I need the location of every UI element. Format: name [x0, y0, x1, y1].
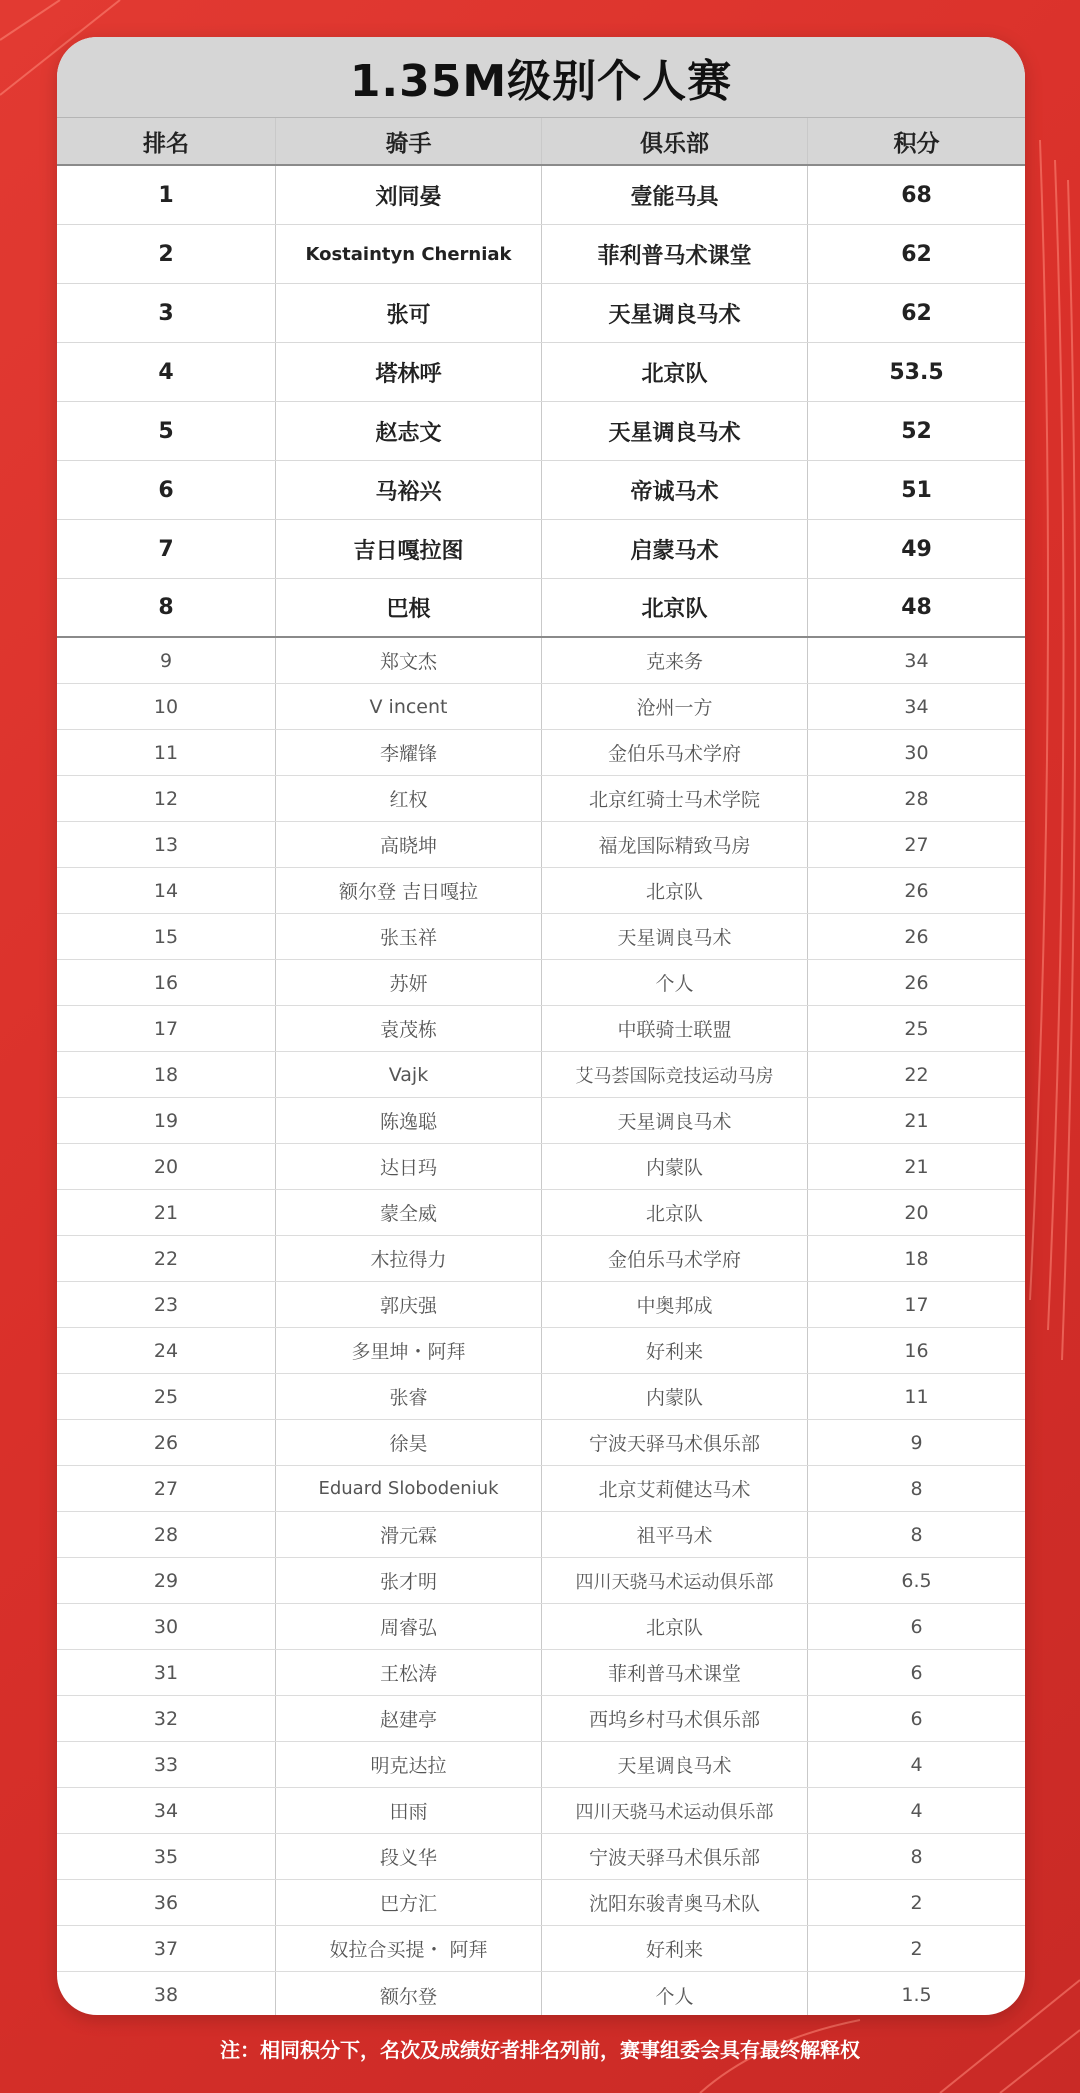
title-bar [57, 37, 1025, 117]
club-cell: 西坞乡村马术俱乐部 [542, 1696, 808, 1741]
rider-cell: 苏妍 [276, 960, 542, 1005]
rider-cell: 张可 [276, 284, 542, 342]
club-cell: 个人 [542, 960, 808, 1005]
rider-cell: 达日玛 [276, 1144, 542, 1189]
table-row [57, 1788, 1025, 1834]
rider-cell: 高晓坤 [276, 822, 542, 867]
table-row [57, 638, 1025, 684]
table-row [57, 579, 1025, 638]
table-row [57, 343, 1025, 402]
rider-cell: 多里坤・阿拜 [276, 1328, 542, 1373]
rider-cell: 额尔登 [276, 1972, 542, 2015]
table-row [57, 914, 1025, 960]
table-row [57, 730, 1025, 776]
rank-cell: 24 [57, 1328, 276, 1373]
table-row [57, 1374, 1025, 1420]
club-cell: 菲利普马术课堂 [542, 1650, 808, 1695]
rank-cell: 16 [57, 960, 276, 1005]
rank-cell: 23 [57, 1282, 276, 1327]
table-row [57, 1190, 1025, 1236]
table-row [57, 822, 1025, 868]
rider-cell: 蒙全威 [276, 1190, 542, 1235]
rider-cell: Vajk [276, 1052, 542, 1097]
points-cell: 8 [910, 1845, 923, 1868]
rank-cell: 4 [57, 343, 276, 401]
points-cell: 2 [910, 1891, 923, 1914]
points-cell: 8 [910, 1477, 923, 1500]
rider-cell: 刘同晏 [276, 166, 542, 224]
rank-cell: 9 [57, 638, 276, 683]
rank-cell: 37 [57, 1926, 276, 1971]
rank-cell: 17 [57, 1006, 276, 1051]
club-cell: 中奥邦成 [542, 1282, 808, 1327]
rank-cell: 13 [57, 822, 276, 867]
rank-cell: 28 [57, 1512, 276, 1557]
rank-cell: 29 [57, 1558, 276, 1603]
club-cell: 好利来 [542, 1926, 808, 1971]
table-row [57, 1328, 1025, 1374]
table-row [57, 1144, 1025, 1190]
table-row [57, 1052, 1025, 1098]
header-club: 俱乐部 [542, 118, 808, 164]
points-cell: 8 [910, 1523, 923, 1546]
points-cell: 18 [904, 1247, 929, 1270]
club-cell: 四川天骁马术运动俱乐部 [542, 1558, 808, 1603]
club-cell: 天星调良马术 [542, 402, 808, 460]
rider-cell: V incent [276, 684, 542, 729]
club-cell: 天星调良马术 [542, 914, 808, 959]
points-cell: 34 [904, 649, 929, 672]
points-cell: 26 [904, 925, 929, 948]
points-cell: 1.5 [901, 1984, 932, 2006]
rank-cell: 35 [57, 1834, 276, 1879]
rank-cell: 14 [57, 868, 276, 913]
club-cell: 祖平马术 [542, 1512, 808, 1557]
rank-cell: 2 [57, 225, 276, 283]
table-row [57, 1972, 1025, 2015]
points-cell: 4 [910, 1753, 923, 1776]
rank-cell: 36 [57, 1880, 276, 1925]
rank-cell: 6 [57, 461, 276, 519]
points-cell: 6 [910, 1615, 923, 1638]
points-cell: 6 [910, 1707, 923, 1730]
points-cell: 22 [904, 1063, 929, 1086]
table-row [57, 284, 1025, 343]
rider-cell: 滑元霖 [276, 1512, 542, 1557]
points-cell: 48 [901, 595, 932, 620]
table-row [57, 1512, 1025, 1558]
rank-cell: 34 [57, 1788, 276, 1833]
rank-cell: 18 [57, 1052, 276, 1097]
club-cell: 北京队 [542, 579, 808, 636]
points-cell: 17 [904, 1293, 929, 1316]
rider-cell: 马裕兴 [276, 461, 542, 519]
club-cell: 帝诚马术 [542, 461, 808, 519]
rank-cell: 8 [57, 579, 276, 636]
club-cell: 中联骑士联盟 [542, 1006, 808, 1051]
club-cell: 北京艾莉健达马术 [542, 1466, 808, 1511]
club-cell: 宁波天驿马术俱乐部 [542, 1420, 808, 1465]
club-cell: 北京队 [542, 1190, 808, 1235]
rider-cell: 王松涛 [276, 1650, 542, 1695]
rank-cell: 20 [57, 1144, 276, 1189]
points-cell: 27 [904, 833, 929, 856]
rank-cell: 10 [57, 684, 276, 729]
rider-cell: 段义华 [276, 1834, 542, 1879]
points-cell: 62 [901, 241, 932, 267]
rank-cell: 38 [57, 1972, 276, 2015]
points-cell: 11 [904, 1385, 929, 1408]
rider-cell: Kostaintyn Cherniak [276, 225, 542, 283]
ranking-card [57, 37, 1025, 2015]
club-cell: 北京队 [542, 868, 808, 913]
table-row [57, 166, 1025, 225]
rider-cell: 巴方汇 [276, 1880, 542, 1925]
rider-cell: 郑文杰 [276, 638, 542, 683]
points-cell: 68 [901, 182, 932, 208]
rider-cell: 徐昊 [276, 1420, 542, 1465]
table-row [57, 1604, 1025, 1650]
points-cell: 4 [910, 1799, 923, 1822]
rank-cell: 27 [57, 1466, 276, 1511]
points-cell: 53.5 [889, 359, 944, 385]
club-cell: 天星调良马术 [542, 284, 808, 342]
rank-cell: 12 [57, 776, 276, 821]
rank-cell: 26 [57, 1420, 276, 1465]
rider-cell: 袁茂栋 [276, 1006, 542, 1051]
table-row [57, 684, 1025, 730]
rider-cell: 张才明 [276, 1558, 542, 1603]
points-cell: 20 [904, 1201, 929, 1224]
top-eight-body [57, 166, 1025, 638]
club-cell: 北京队 [542, 343, 808, 401]
table-row [57, 225, 1025, 284]
points-cell: 30 [904, 741, 929, 764]
club-cell: 艾马荟国际竞技运动马房 [542, 1052, 808, 1097]
points-cell: 49 [901, 536, 932, 562]
rider-cell: 张玉祥 [276, 914, 542, 959]
club-cell: 福龙国际精致马房 [542, 822, 808, 867]
table-row [57, 776, 1025, 822]
rank-cell: 5 [57, 402, 276, 460]
table-row [57, 402, 1025, 461]
footnote: 注：相同积分下，名次及成绩好者排名列前，赛事组委会具有最终解释权 [220, 2038, 860, 2062]
header-points: 积分 [893, 130, 940, 157]
club-cell: 北京队 [542, 1604, 808, 1649]
rider-cell: 木拉得力 [276, 1236, 542, 1281]
points-cell: 28 [904, 787, 929, 810]
club-cell: 菲利普马术课堂 [542, 225, 808, 283]
rider-cell: 周睿弘 [276, 1604, 542, 1649]
points-cell: 52 [901, 418, 932, 444]
rank-cell: 32 [57, 1696, 276, 1741]
table-row [57, 1926, 1025, 1972]
points-cell: 26 [904, 971, 929, 994]
table-row [57, 868, 1025, 914]
points-cell: 21 [904, 1109, 929, 1132]
header-rider: 骑手 [276, 118, 542, 164]
rider-cell: 吉日嘎拉图 [276, 520, 542, 578]
table-row [57, 520, 1025, 579]
points-cell: 62 [901, 300, 932, 326]
club-cell: 启蒙马术 [542, 520, 808, 578]
points-cell: 16 [904, 1339, 929, 1362]
table-row [57, 1742, 1025, 1788]
rider-cell: 赵志文 [276, 402, 542, 460]
table-row [57, 1098, 1025, 1144]
club-cell: 壹能马具 [542, 166, 808, 224]
table-row [57, 461, 1025, 520]
club-cell: 沧州一方 [542, 684, 808, 729]
table-row [57, 1282, 1025, 1328]
rider-cell: 郭庆强 [276, 1282, 542, 1327]
points-cell: 51 [901, 477, 932, 503]
table-header [57, 117, 1025, 166]
rank-cell: 22 [57, 1236, 276, 1281]
points-cell: 25 [904, 1017, 929, 1040]
rider-cell: 奴拉合买提・ 阿拜 [276, 1926, 542, 1971]
points-cell: 2 [910, 1937, 923, 1960]
club-cell: 克来务 [542, 638, 808, 683]
rank-cell: 25 [57, 1374, 276, 1419]
rest-body [57, 638, 1025, 2015]
rank-cell: 21 [57, 1190, 276, 1235]
table-row [57, 1006, 1025, 1052]
rider-cell: 陈逸聪 [276, 1098, 542, 1143]
club-cell: 好利来 [542, 1328, 808, 1373]
rank-cell: 30 [57, 1604, 276, 1649]
rank-cell: 11 [57, 730, 276, 775]
rank-cell: 31 [57, 1650, 276, 1695]
rank-cell: 7 [57, 520, 276, 578]
rank-cell: 19 [57, 1098, 276, 1143]
points-cell: 9 [910, 1431, 923, 1454]
header-rank: 排名 [57, 118, 276, 164]
club-cell: 宁波天驿马术俱乐部 [542, 1834, 808, 1879]
rider-cell: 赵建亭 [276, 1696, 542, 1741]
rider-cell: 红权 [276, 776, 542, 821]
rank-cell: 3 [57, 284, 276, 342]
rider-cell: 田雨 [276, 1788, 542, 1833]
rank-cell: 1 [57, 166, 276, 224]
club-cell: 天星调良马术 [542, 1098, 808, 1143]
club-cell: 金伯乐马术学府 [542, 1236, 808, 1281]
club-cell: 个人 [542, 1972, 808, 2015]
table-row [57, 960, 1025, 1006]
points-cell: 6.5 [901, 1569, 932, 1592]
table-row [57, 1696, 1025, 1742]
club-cell: 沈阳东骏青奥马术队 [542, 1880, 808, 1925]
table-row [57, 1880, 1025, 1926]
points-cell: 26 [904, 879, 929, 902]
table-row [57, 1420, 1025, 1466]
rider-cell: 塔林呼 [276, 343, 542, 401]
club-cell: 天星调良马术 [542, 1742, 808, 1787]
table-row [57, 1834, 1025, 1880]
points-cell: 6 [910, 1661, 923, 1684]
table-row [57, 1466, 1025, 1512]
table-row [57, 1650, 1025, 1696]
page-title: 1.35M级别个人赛 [349, 56, 733, 107]
rider-cell: 额尔登 吉日嘎拉 [276, 868, 542, 913]
club-cell: 四川天骁马术运动俱乐部 [542, 1788, 808, 1833]
points-cell: 34 [904, 695, 929, 718]
rider-cell: 巴根 [276, 579, 542, 636]
table-row [57, 1558, 1025, 1604]
club-cell: 北京红骑士马术学院 [542, 776, 808, 821]
rider-cell: 明克达拉 [276, 1742, 542, 1787]
club-cell: 金伯乐马术学府 [542, 730, 808, 775]
rider-cell: Eduard Slobodeniuk [276, 1466, 542, 1511]
club-cell: 内蒙队 [542, 1144, 808, 1189]
club-cell: 内蒙队 [542, 1374, 808, 1419]
rider-cell: 张睿 [276, 1374, 542, 1419]
rider-cell: 李耀锋 [276, 730, 542, 775]
points-cell: 21 [904, 1155, 929, 1178]
rank-cell: 33 [57, 1742, 276, 1787]
table-row [57, 1236, 1025, 1282]
rank-cell: 15 [57, 914, 276, 959]
